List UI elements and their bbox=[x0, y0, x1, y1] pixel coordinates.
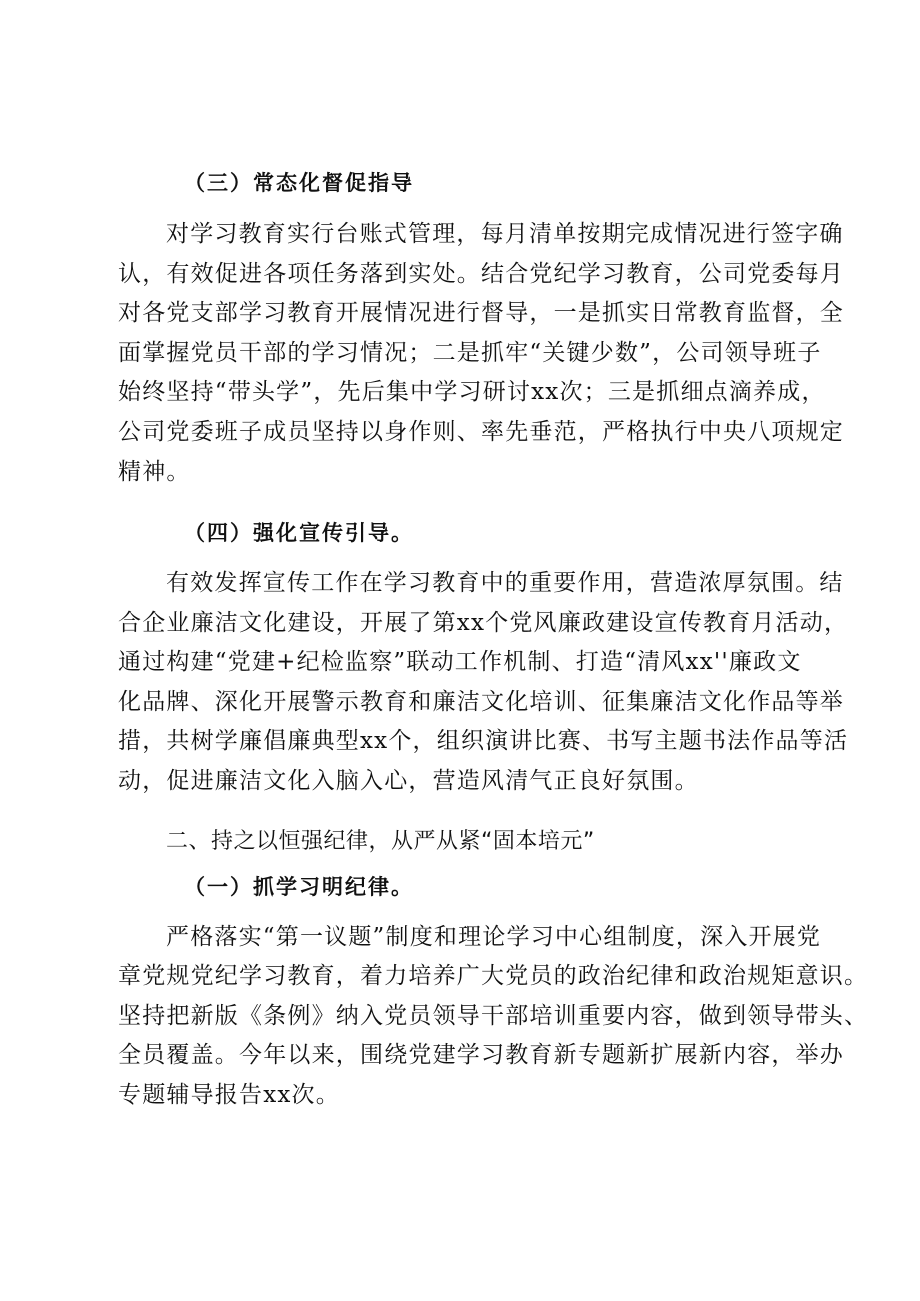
paragraph-line: 有效发挥宣传工作在学习教育中的重要作用，营造浓厚氛围。结 bbox=[166, 570, 844, 596]
paragraph-line: 通过构建“党建+纪检监察”联动工作机制、打造“清风xx''廉政文 bbox=[118, 649, 802, 675]
sub-heading-learning: （一）抓学习明纪律。 bbox=[184, 875, 414, 899]
sub-heading-publicity: （四）强化宣传引导。 bbox=[184, 521, 414, 545]
paragraph-line: 面掌握党员干部的学习情况；二是抓牢“关键少数”，公司领导班子 bbox=[118, 340, 822, 366]
paragraph-line: 全员覆盖。今年以来，围绕党建学习教育新专题新扩展新内容，举办 bbox=[118, 1042, 844, 1068]
sub-heading-supervision: （三）常态化督促指导 bbox=[184, 171, 414, 195]
paragraph-line: 专题辅导报告xx次。 bbox=[118, 1082, 340, 1108]
paragraph-line: 动，促进廉洁文化入脑入心，营造风清气正良好氛围。 bbox=[118, 768, 699, 794]
paragraph-line: 对各党支部学习教育开展情况进行督导，一是抓实日常教育监督，全 bbox=[118, 300, 844, 326]
paragraph-line: 严格落实“第一议题”制度和理论学习中心组制度，深入开展党 bbox=[166, 924, 822, 950]
paragraph-line: 始终坚持“带头学”，先后集中学习研讨xx次；三是抓细点滴养成， bbox=[118, 379, 826, 405]
paragraph-line: 精神。 bbox=[118, 459, 191, 485]
paragraph-line: 公司党委班子成员坚持以身作则、率先垂范，严格执行中央八项规定 bbox=[118, 419, 844, 445]
paragraph-line: 对学习教育实行台账式管理，每月清单按期完成情况进行签字确 bbox=[166, 221, 844, 247]
paragraph-line: 措，共树学廉倡廉典型xx个，组织演讲比赛、书写主题书法作品等活 bbox=[118, 728, 849, 754]
paragraph-line: 化品牌、深化开展警示教育和廉洁文化培训、征集廉洁文化作品等举 bbox=[118, 689, 844, 715]
paragraph-line: 合企业廉洁文化建设，开展了第xx个党风廉政建设宣传教育月活动， bbox=[118, 610, 849, 636]
section-heading-discipline: 二、持之以恒强纪律，从严从紧“固本培元” bbox=[166, 829, 595, 854]
paragraph-line: 坚持把新版《条例》纳入党员领导干部培训重要内容，做到领导带头、 bbox=[118, 1003, 869, 1029]
paragraph-line: 章党规党纪学习教育，着力培养广大党员的政治纪律和政治规矩意识。 bbox=[118, 963, 869, 989]
paragraph-line: 认，有效促进各项任务落到实处。结合党纪学习教育，公司党委每月 bbox=[118, 261, 844, 287]
